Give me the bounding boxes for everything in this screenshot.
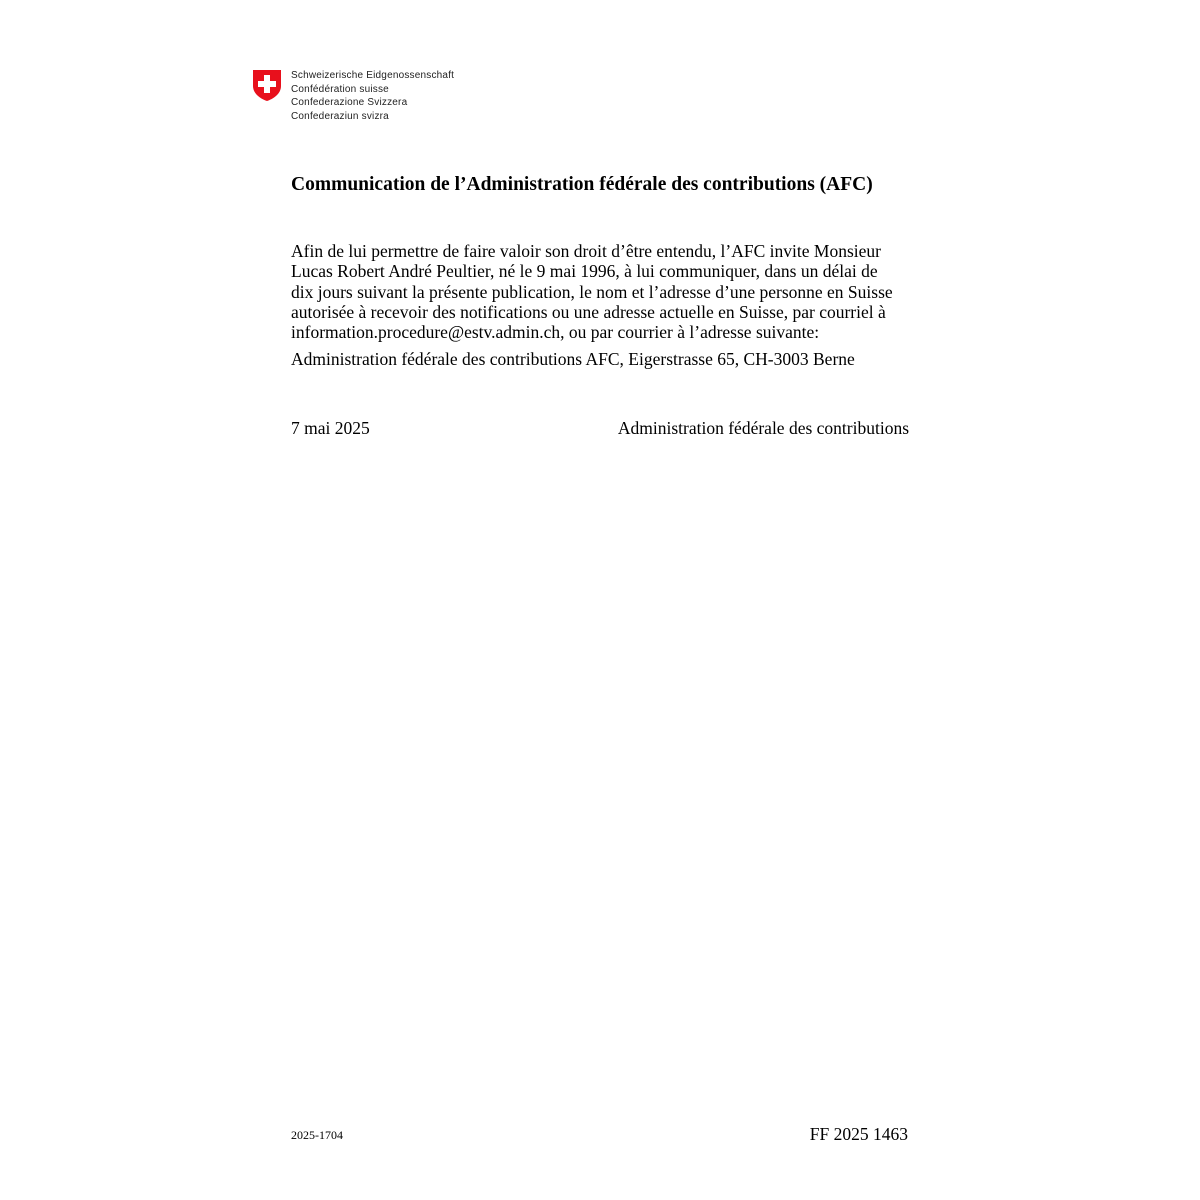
body-paragraph <box>291 241 911 342</box>
confederation-name-fr: Confédération suisse <box>291 83 389 95</box>
body-line: dix jours suivant la présente publication, le nom et l’adresse d’une personne en Suisse <box>291 281 893 302</box>
body-line: Lucas Robert André Peultier, né le 9 mai 1996, à lui communiquer, dans un délai de <box>291 261 878 282</box>
date-signature-row <box>291 418 909 439</box>
footer-reference: 2025-1704 <box>291 1128 343 1142</box>
body-line: information.procedure@estv.admin.ch, ou par courrier à l’adresse suivante: <box>291 322 820 343</box>
confederation-logo <box>252 69 454 123</box>
confederation-name-de: Schweizerische Eidgenossenschaft <box>291 70 455 81</box>
confederation-name-rm: Confederaziun svizra <box>291 110 389 122</box>
signatory: Administration fédérale des contributions <box>617 418 909 438</box>
body-line: Afin de lui permettre de faire valoir son droit d’être entendu, l’AFC invite Monsieur <box>291 241 881 261</box>
confederation-name-it: Confederazione Svizzera <box>291 97 408 108</box>
publication-date: 7 mai 2025 <box>291 418 370 438</box>
cross-horizontal <box>258 81 276 87</box>
confederation-names <box>291 69 454 123</box>
body-line: autorisée à recevoir des notifications ou une adresse actuelle en Suisse, par courriel à <box>291 301 886 322</box>
document-title: Communication de l’Administration fédérale des contributions (AFC) <box>291 174 873 195</box>
postal-address: Administration fédérale des contributions AFC, Eigerstrasse 65, CH-3003 Berne <box>291 349 855 369</box>
footer-ff-number: FF 2025 1463 <box>809 1124 908 1144</box>
swiss-cross-shield-icon <box>252 69 282 102</box>
